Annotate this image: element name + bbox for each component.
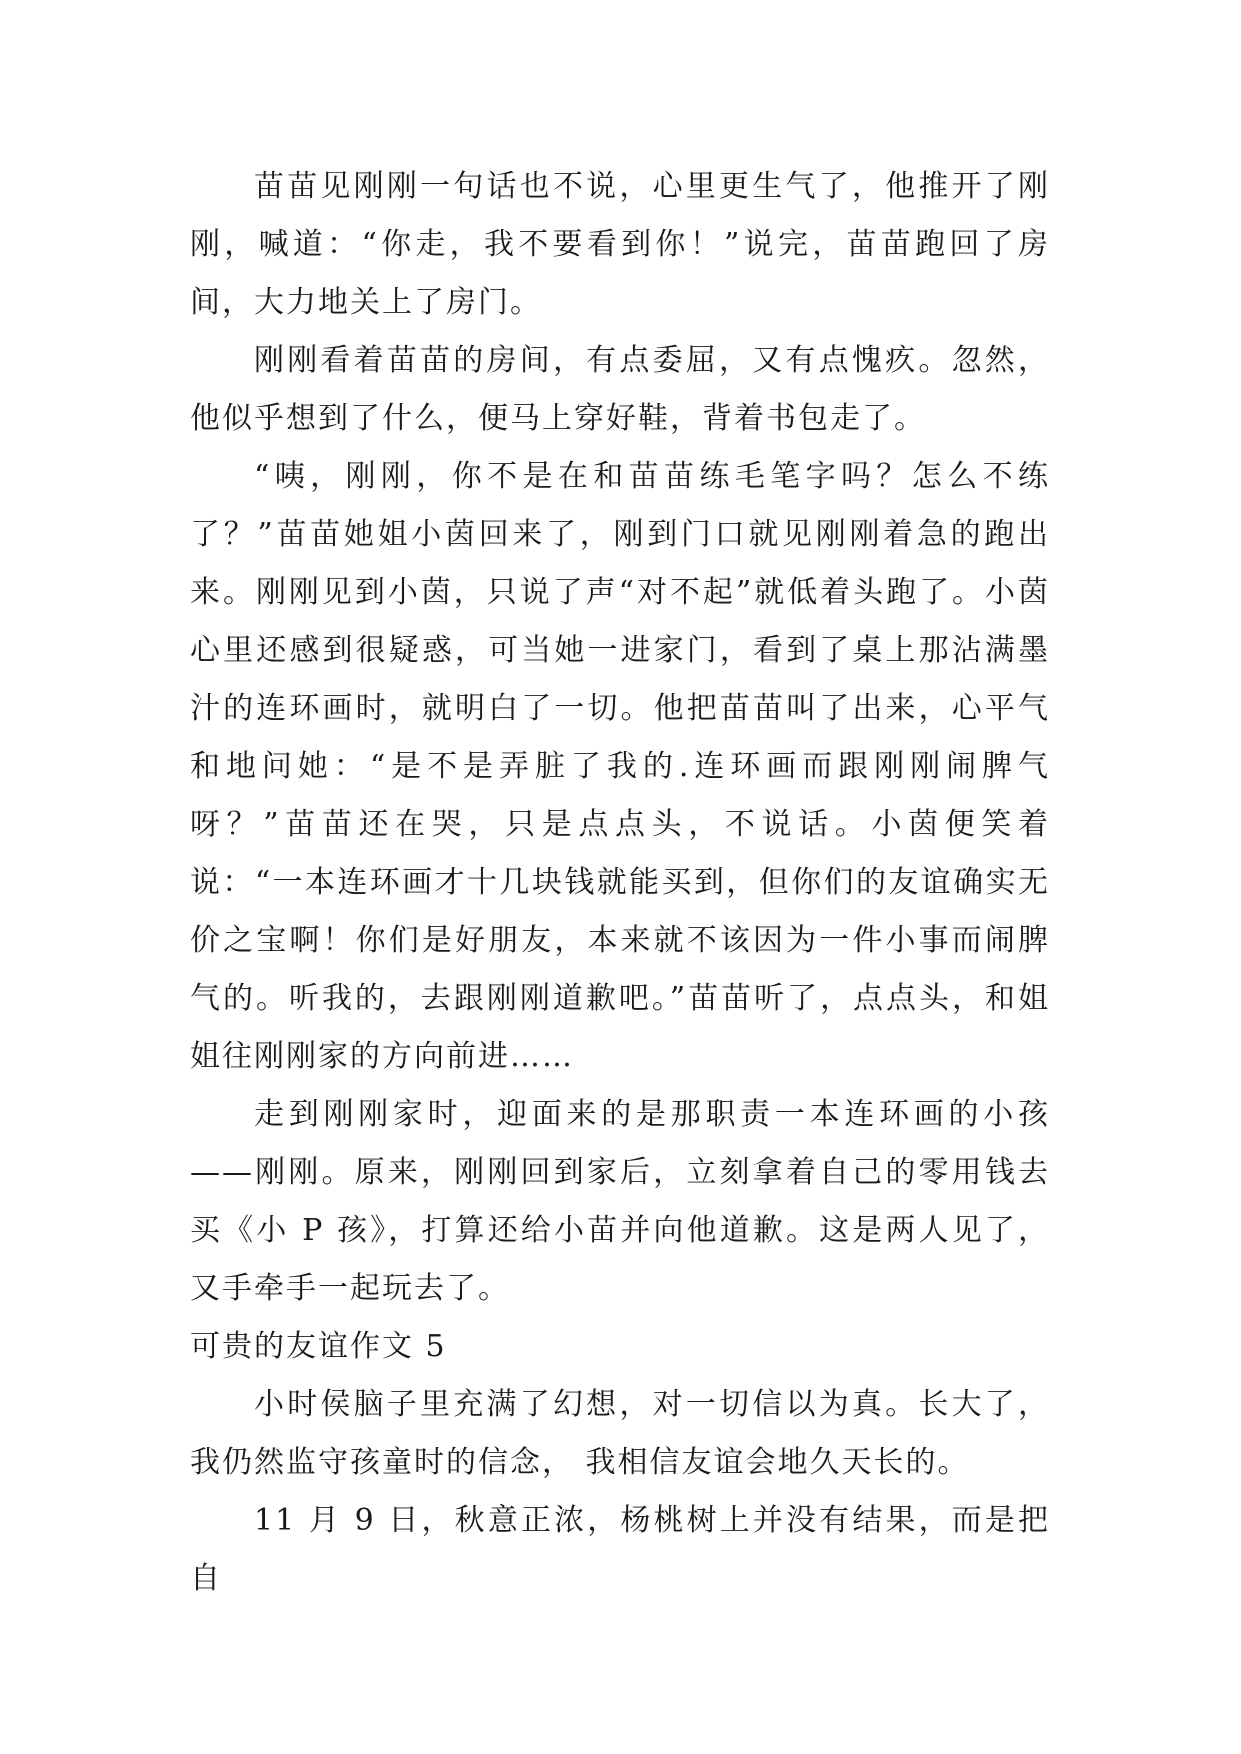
paragraph: 走到刚刚家时，迎面来的是那职责一本连环画的小孩——刚刚。原来，刚刚回到家后，立刻拿着自己的零用钱去买《小 P 孩》，打算还给小苗并向他道歉。这是两人见了，又手牵手一起玩去了。	[190, 1097, 1050, 1306]
body-text	[190, 158, 1050, 1608]
paragraph: 小时侯脑子里充满了幻想，对一切信以为真。长大了，我仍然监守孩童时的信念， 我相信友谊会地久天长的。	[190, 1387, 1050, 1480]
section-heading: 可贵的友谊作文 5	[190, 1329, 447, 1364]
paragraph: 刚刚看着苗苗的房间，有点委屈，又有点愧疚。忽然，他似乎想到了什么，便马上穿好鞋，背着书包走了。	[190, 343, 1050, 436]
paragraph: “咦，刚刚，你不是在和苗苗练毛笔字吗？怎么不练了？”苗苗她姐小茵回来了，刚到门口就见刚刚着急的跑出来。刚刚见到小茵，只说了声“对不起”就低着头跑了。小茵心里还感到很疑惑，可当她一进家门，看到了桌上那沾满墨汁的连环画时，就明白了一切。他把苗苗叫了出来，心平气和地问她：“是不是弄脏了我的.连环画而跟刚刚闹脾气呀？”苗苗还在哭，只是点点头，不说话。小茵便笑着说：“一本连环画才十几块钱就能买到，但你们的友谊确实无价之宝啊！你们是好朋友，本来就不该因为一件小事而闹脾气的。听我的，去跟刚刚道歉吧。”苗苗听了，点点头，和姐姐往刚刚家的方向前进……	[190, 459, 1050, 1074]
paragraph: 苗苗见刚刚一句话也不说，心里更生气了，他推开了刚刚，喊道：“你走，我不要看到你！”说完，苗苗跑回了房间，大力地关上了房门。	[190, 169, 1050, 320]
paragraph: 11 月 9 日，秋意正浓，杨桃树上并没有结果，而是把自	[190, 1503, 1050, 1596]
